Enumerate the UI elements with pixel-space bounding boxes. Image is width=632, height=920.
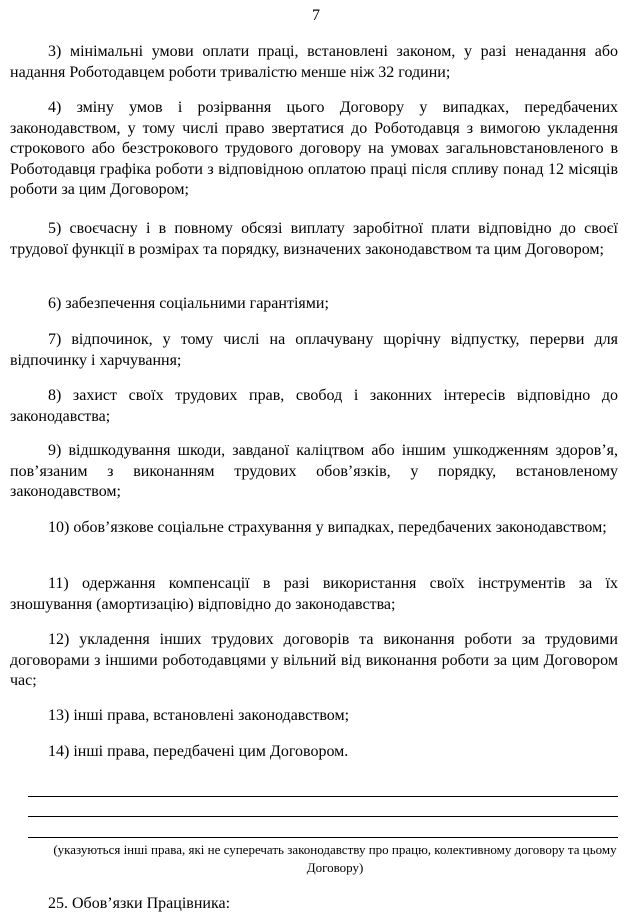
right-item-number: 7) bbox=[48, 331, 62, 348]
right-item-9 bbox=[10, 441, 618, 503]
blank-line-2 bbox=[28, 816, 618, 817]
right-item-11 bbox=[10, 574, 618, 615]
right-item-text: відпочинок, у тому числі на оплачувану щорічну відпустку, перерви для відпочинку і харчування; bbox=[10, 331, 618, 369]
right-item-number: 4) bbox=[48, 99, 62, 116]
right-item-7 bbox=[10, 330, 618, 371]
right-item-text: захист своїх трудових прав, свобод і законних інтересів відповідно до законодавства; bbox=[10, 387, 618, 425]
right-item-text: зміну умов і розірвання цього Договору у випадках, передбачених законодавством, у тому числі право звертатися до Роботодавця з вимогою укладення строкового або безстрокового трудового договору на умовах загальновстановленого в Роботодавця графіка роботи з відповідною оплатою праці після спливу понад 12 місяців роботи за цим Договором; bbox=[10, 99, 618, 198]
page-number: 7 bbox=[312, 7, 320, 24]
right-item-13 bbox=[10, 706, 618, 727]
section-title: 25. Обов’язки Працівника: bbox=[48, 895, 231, 912]
right-item-number: 10) bbox=[48, 519, 70, 536]
right-item-text: відшкодування шкоди, завданої каліцтвом або іншим ушкодженням здоров’я, пов’язаним з виконанням трудових обов’язків, у порядку, встановленому законодавством; bbox=[10, 442, 618, 500]
right-item-number: 11) bbox=[48, 575, 69, 592]
right-item-4 bbox=[10, 98, 618, 201]
right-item-text: своєчасну і в повному обсязі виплату заробітної плати відповідно до своєї трудової функції в розмірах та порядку, визначених законодавством та цим Договором; bbox=[10, 220, 618, 258]
right-item-number: 9) bbox=[48, 442, 62, 459]
right-item-number: 14) bbox=[48, 743, 70, 760]
right-item-10 bbox=[10, 518, 618, 539]
right-item-5 bbox=[10, 219, 618, 260]
right-item-3 bbox=[10, 42, 618, 83]
right-item-text: обов’язкове соціальне страхування у випадках, передбачених законодавством; bbox=[69, 519, 607, 536]
right-item-text: інші права, передбачені цим Договором. bbox=[69, 743, 349, 760]
right-item-8 bbox=[10, 386, 618, 427]
right-item-text: інші права, встановлені законодавством; bbox=[69, 707, 350, 724]
right-item-number: 8) bbox=[48, 387, 62, 404]
right-item-number: 5) bbox=[48, 220, 62, 237]
blank-line-3 bbox=[28, 837, 618, 838]
right-item-12 bbox=[10, 630, 618, 692]
right-item-number: 12) bbox=[48, 631, 70, 648]
right-item-text: одержання компенсації в разі використання своїх інструментів за їх зношування (амортизацію) відповідно до законодавства; bbox=[10, 575, 618, 613]
right-item-6 bbox=[10, 294, 618, 315]
right-item-number: 13) bbox=[48, 707, 70, 724]
right-item-number: 3) bbox=[48, 43, 62, 60]
right-item-number: 6) bbox=[48, 295, 62, 312]
footnote-caption: (указуються інші права, які не суперечать законодавству про працю, колективному договору та цьому Договору) bbox=[53, 842, 617, 875]
right-item-text: укладення інших трудових договорів та виконання роботи за трудовими договорами з іншими роботодавцями у вільний від виконання роботи за цим Договором час; bbox=[10, 631, 618, 689]
right-item-text: забезпечення соціальними гарантіями; bbox=[61, 295, 329, 312]
blank-line-1 bbox=[28, 796, 618, 797]
right-item-14 bbox=[10, 742, 618, 763]
right-item-text: мінімальні умови оплати праці, встановлені законом, у разі ненадання або надання Роботодавцем роботи тривалістю менше ніж 32 години; bbox=[10, 43, 618, 81]
